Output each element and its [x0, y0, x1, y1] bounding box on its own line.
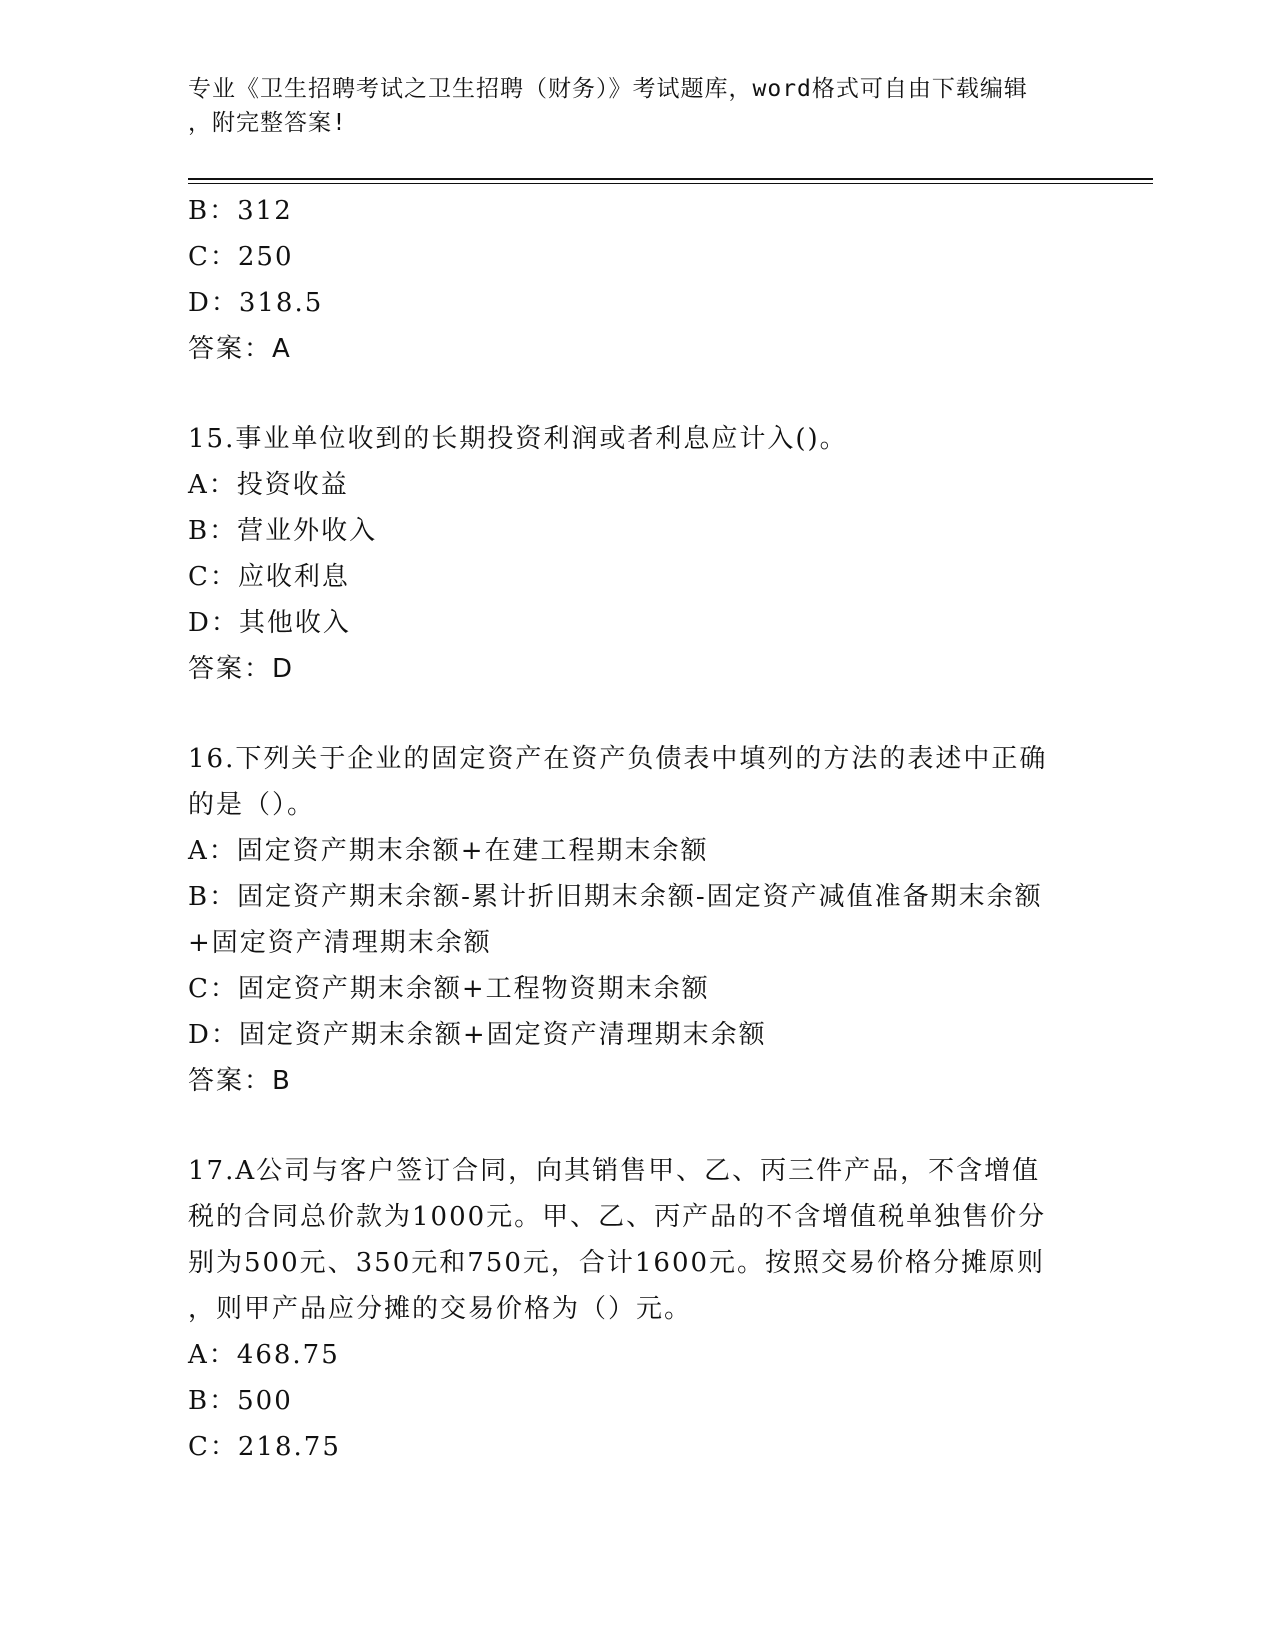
header-divider-thin — [188, 183, 1153, 184]
option-c: C：固定资产期末余额+工程物资期末余额 — [188, 974, 710, 1004]
option-b: B：营业外收入 — [188, 516, 378, 546]
answer-line: 答案：B — [188, 1066, 292, 1096]
option-b: B：500 — [188, 1386, 293, 1416]
option-d: D：318.5 — [188, 288, 324, 318]
option-b-line-1: B：固定资产期末余额-累计折旧期末余额-固定资产减值准备期末余额 — [188, 882, 1043, 912]
option-b: B：312 — [188, 196, 293, 226]
document-header — [188, 72, 1068, 140]
option-a: A：468.75 — [188, 1340, 340, 1370]
answer-line: 答案：D — [188, 654, 295, 684]
header-line-2: ，附完整答案! — [188, 110, 347, 136]
option-d: D：其他收入 — [188, 608, 351, 638]
spacer — [188, 1104, 1088, 1148]
answer-line: 答案：A — [188, 334, 292, 364]
spacer — [188, 692, 1088, 736]
question-stem-line-1: 17.A公司与客户签订合同，向其销售甲、乙、丙三件产品，不含增值 — [188, 1156, 1041, 1186]
question-15 — [188, 416, 1088, 692]
option-c: C：应收利息 — [188, 562, 350, 592]
option-a: A：投资收益 — [188, 470, 349, 500]
question-stem-line-4: ，则甲产品应分摊的交易价格为（）元。 — [188, 1294, 693, 1324]
question-stem-line-2: 税的合同总价款为1000元。甲、乙、丙产品的不含增值税单独售价分 — [188, 1202, 1047, 1232]
question-stem-line-1: 16.下列关于企业的固定资产在资产负债表中填列的方法的表述中正确 — [188, 744, 1048, 774]
option-d: D：固定资产期末余额+固定资产清理期末余额 — [188, 1020, 767, 1050]
question-stem: 15.事业单位收到的长期投资利润或者利息应计入()。 — [188, 424, 848, 454]
question-17 — [188, 1148, 1088, 1470]
option-c: C：218.75 — [188, 1432, 341, 1462]
question-stem-line-3: 别为500元、350元和750元，合计1600元。按照交易价格分摊原则 — [188, 1248, 1046, 1278]
option-b-line-2: +固定资产清理期末余额 — [188, 928, 492, 958]
header-line-1: 专业《卫生招聘考试之卫生招聘（财务）》考试题库，word格式可自由下载编辑 — [188, 76, 1028, 102]
header-divider — [188, 178, 1153, 180]
spacer — [188, 372, 1088, 416]
question-stem-line-2: 的是（）。 — [188, 790, 316, 820]
question-list — [188, 188, 1088, 1470]
option-a: A：固定资产期末余额+在建工程期末余额 — [188, 836, 709, 866]
question-14-tail — [188, 188, 1088, 372]
question-16 — [188, 736, 1088, 1104]
option-c: C：250 — [188, 242, 294, 272]
